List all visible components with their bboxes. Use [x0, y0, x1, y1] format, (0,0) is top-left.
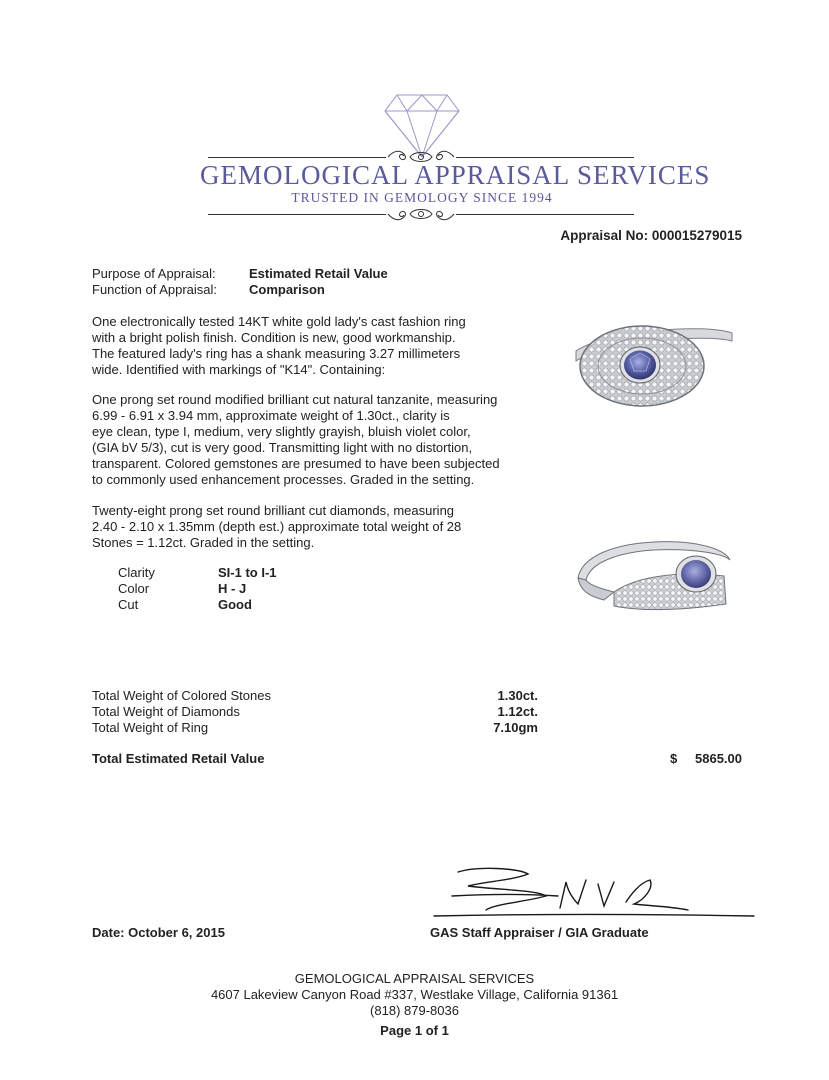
ornament-bottom-icon: [386, 205, 456, 223]
letterhead-rule-bottom-left: [208, 214, 386, 215]
ring-photo-top-view: [574, 311, 734, 411]
company-tagline: TRUSTED IN GEMOLOGY SINCE 1994: [291, 190, 553, 205]
grade-cut-value: Good: [218, 597, 252, 612]
description-diamonds: [92, 503, 532, 551]
retail-value-amount: 5865.00: [695, 751, 742, 766]
footer-address: 4607 Lakeview Canyon Road #337, Westlake Village, California 91361: [210, 987, 619, 1002]
description-line: with a bright polish finish. Condition is new, good workmanship.: [92, 330, 456, 345]
description-line: eye clean, type I, medium, very slightly grayish, bluish violet color,: [92, 424, 471, 439]
description-tanzanite: [92, 392, 532, 488]
retail-value-label: Total Estimated Retail Value: [92, 751, 265, 766]
function-label: Function of Appraisal:: [92, 282, 218, 297]
description-line: One electronically tested 14KT white gold lady's cast fashion ring: [92, 314, 466, 329]
description-line: 6.99 - 6.91 x 3.94 mm, approximate weight of 1.30ct., clarity is: [92, 408, 450, 423]
appraiser-signature: [428, 860, 758, 924]
total-ring-weight-label: Total Weight of Ring: [92, 720, 209, 735]
description-line: Twenty-eight prong set round brilliant cut diamonds, measuring: [92, 503, 455, 518]
description-line: transparent. Colored gemstones are presumed to have been subjected: [92, 456, 500, 471]
total-colored-stones-label: Total Weight of Colored Stones: [92, 688, 271, 703]
footer-company: GEMOLOGICAL APPRAISAL SERVICES: [294, 971, 535, 986]
purpose-value: Estimated Retail Value: [249, 266, 388, 281]
description-line: (GIA bV 5/3), cut is very good. Transmitting light with no distortion,: [92, 440, 473, 455]
letterhead-rule-top-right: [456, 157, 634, 158]
letterhead-rule-bottom-right: [456, 214, 634, 215]
description-line: The featured lady's ring has a shank measuring 3.27 millimeters: [92, 346, 461, 361]
purpose-label: Purpose of Appraisal:: [92, 266, 216, 281]
ring-photo-side-view: [574, 530, 734, 620]
grade-cut-label: Cut: [118, 597, 139, 612]
description-line: to commonly used enhancement processes. Graded in the setting.: [92, 472, 475, 487]
description-ring: [92, 314, 532, 378]
total-diamonds-value: 1.12ct.: [497, 704, 538, 719]
total-colored-stones-value: 1.30ct.: [497, 688, 538, 703]
description-line: 2.40 - 2.10 x 1.35mm (depth est.) approximate total weight of 28: [92, 519, 462, 534]
grade-clarity-value: SI-1 to I-1: [218, 565, 277, 580]
grade-color-value: H - J: [218, 581, 247, 596]
appraisal-date: Date: October 6, 2015: [92, 925, 225, 940]
total-ring-weight-value: 7.10gm: [493, 720, 538, 735]
description-line: One prong set round modified brilliant cut natural tanzanite, measuring: [92, 392, 498, 407]
page-number: Page 1 of 1: [380, 1023, 449, 1038]
letterhead-rule-top-left: [208, 157, 386, 158]
appraiser-title: GAS Staff Appraiser / GIA Graduate: [430, 925, 649, 940]
description-line: wide. Identified with markings of "K14". Containing:: [92, 362, 386, 377]
company-logo-title: GEMOLOGICAL APPRAISAL SERVICES: [200, 160, 711, 190]
grade-color-label: Color: [118, 581, 150, 596]
appraisal-number: Appraisal No: 000015279015: [560, 228, 742, 243]
grade-clarity-label: Clarity: [118, 565, 155, 580]
retail-currency-symbol: $: [670, 751, 678, 766]
footer-phone: (818) 879-8036: [370, 1003, 459, 1018]
function-value: Comparison: [249, 282, 325, 297]
description-line: Stones = 1.12ct. Graded in the setting.: [92, 535, 315, 550]
total-diamonds-label: Total Weight of Diamonds: [92, 704, 240, 719]
footer: [0, 971, 829, 1039]
